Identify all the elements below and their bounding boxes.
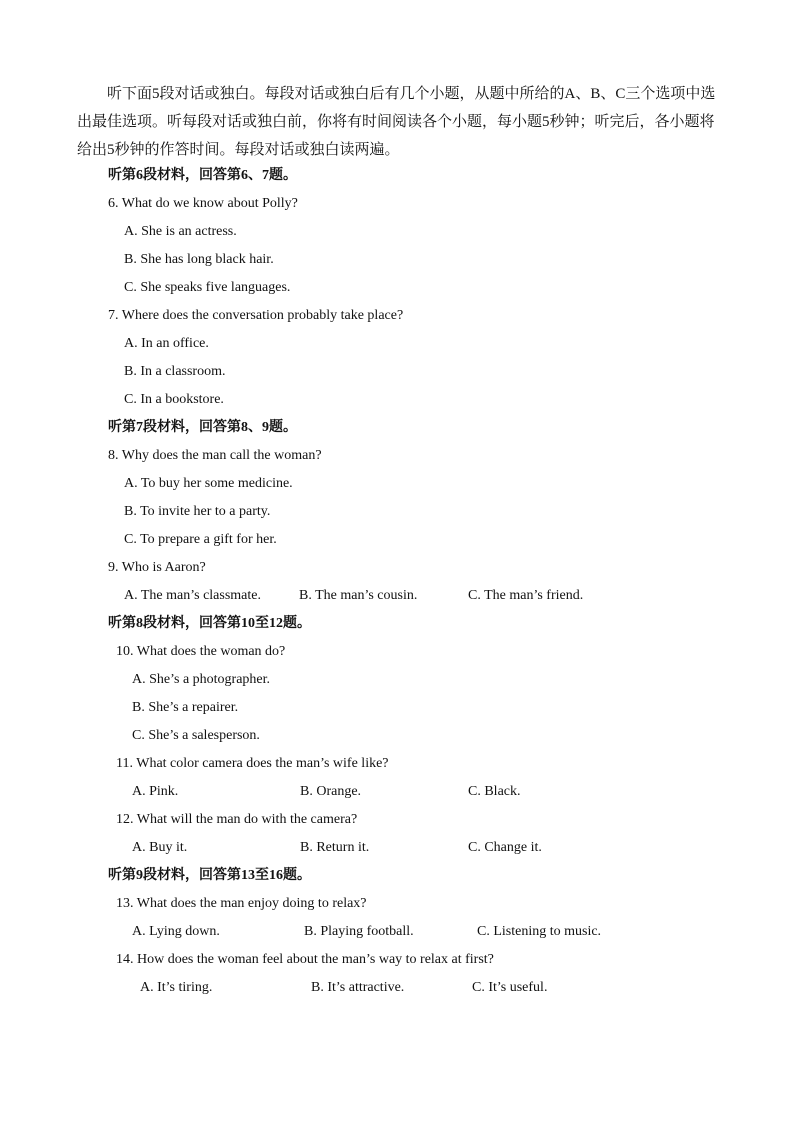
- question-10-option-a: A. She’s a photographer.: [132, 672, 271, 687]
- question-6-option-a: A. She is an actress.: [124, 224, 237, 239]
- question-11-option-c: C. Black.: [468, 784, 521, 799]
- question-13-option-a: A. Lying down.: [132, 924, 220, 939]
- question-8-option-b: B. To invite her to a party.: [124, 504, 271, 519]
- question-14-option-a: A. It’s tiring.: [140, 980, 213, 995]
- question-12-option-c: C. Change it.: [468, 840, 542, 855]
- question-14-stem: 14. How does the woman feel about the man’s way to relax at first?: [116, 952, 494, 967]
- section-heading-8: 听第8段材料，回答第10至12题。: [108, 616, 311, 631]
- question-9-option-b: B. The man’s cousin.: [299, 588, 418, 603]
- question-8-option-a: A. To buy her some medicine.: [124, 476, 293, 491]
- question-6-option-b: B. She has long black hair.: [124, 252, 274, 267]
- section-heading-6: 听第6段材料，回答第6、7题。: [108, 168, 297, 183]
- question-11-option-b: B. Orange.: [300, 784, 362, 799]
- question-14-option-b: B. It’s attractive.: [311, 980, 405, 995]
- question-9-option-c: C. The man’s friend.: [468, 588, 584, 603]
- question-6-stem: 6. What do we know about Polly?: [108, 196, 298, 211]
- question-12-option-a: A. Buy it.: [132, 840, 188, 855]
- question-10-stem: 10. What does the woman do?: [116, 644, 286, 659]
- section-heading-9: 听第9段材料，回答第13至16题。: [108, 868, 311, 883]
- question-10-option-c: C. She’s a salesperson.: [132, 728, 260, 743]
- question-7-option-b: B. In a classroom.: [124, 364, 226, 379]
- question-6-option-c: C. She speaks five languages.: [124, 280, 291, 295]
- question-14-option-c: C. It’s useful.: [472, 980, 548, 995]
- question-13-stem: 13. What does the man enjoy doing to relax?: [116, 896, 367, 911]
- question-13-option-c: C. Listening to music.: [477, 924, 602, 939]
- question-8-stem: 8. Why does the man call the woman?: [108, 448, 322, 463]
- question-9-option-a: A. The man’s classmate.: [124, 588, 261, 603]
- question-10-option-b: B. She’s a repairer.: [132, 700, 239, 715]
- question-11-stem: 11. What color camera does the man’s wife like?: [116, 756, 389, 771]
- question-13-option-b: B. Playing football.: [304, 924, 414, 939]
- question-7-stem: 7. Where does the conversation probably take place?: [108, 308, 404, 323]
- section-heading-7: 听第7段材料，回答第8、9题。: [108, 420, 297, 435]
- instructions-paragraph: 听下面5段对话或独白。每段对话或独白后有几个小题，从题中所给的A、B、C三个选项中选出最佳选项。听每段对话或独白前，你将有时间阅读各个小题，每小题5秒钟；听完后，各小题将给出5秒钟的作答时间。每段对话或独白读两遍。: [77, 86, 716, 158]
- question-12-option-b: B. Return it.: [300, 840, 370, 855]
- question-11-option-a: A. Pink.: [132, 784, 179, 799]
- question-7-option-c: C. In a bookstore.: [124, 392, 224, 407]
- question-12-stem: 12. What will the man do with the camera?: [116, 812, 358, 827]
- question-7-option-a: A. In an office.: [124, 336, 209, 351]
- question-9-stem: 9. Who is Aaron?: [108, 560, 206, 575]
- question-8-option-c: C. To prepare a gift for her.: [124, 532, 277, 547]
